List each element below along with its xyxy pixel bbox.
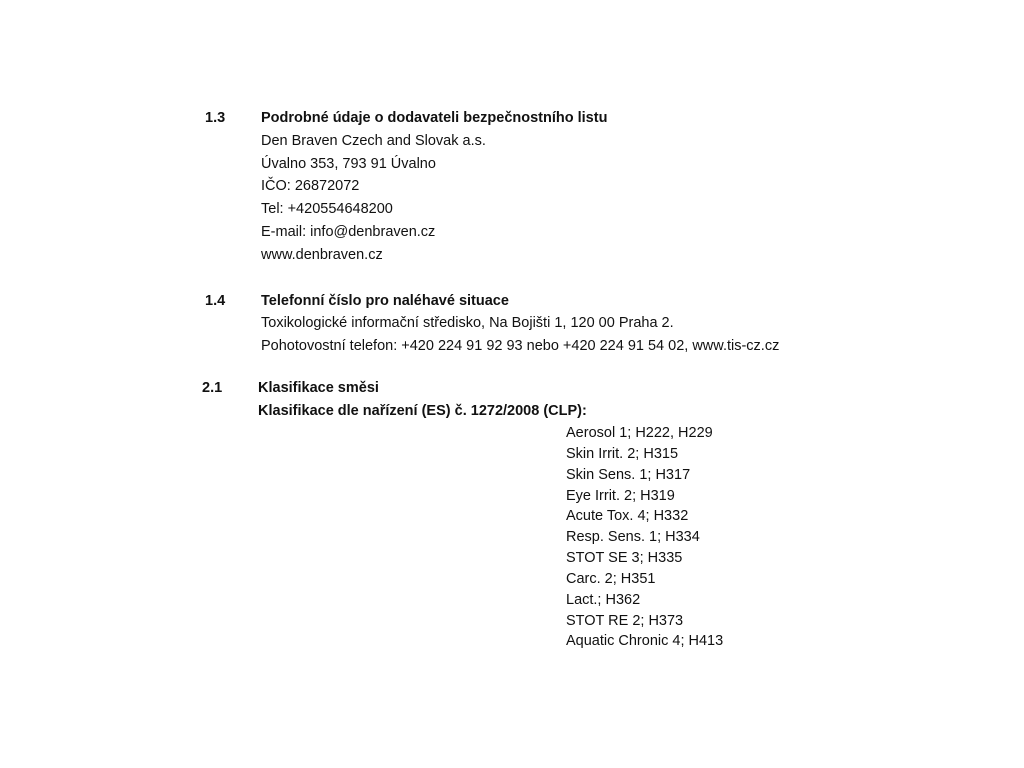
section-heading: Klasifikace směsi xyxy=(258,380,379,396)
classification-item: Aquatic Chronic 4; H413 xyxy=(566,633,724,649)
section-heading: Podrobné údaje o dodavateli bezpečnostního listu xyxy=(261,110,608,126)
section-number: 2.1 xyxy=(202,380,223,396)
classification-item: Resp. Sens. 1; H334 xyxy=(566,529,700,545)
classification-item: Eye Irrit. 2; H319 xyxy=(566,488,675,504)
section-subheading: Klasifikace dle nařízení (ES) č. 1272/2008 (CLP): xyxy=(258,403,587,419)
classification-item: Lact.; H362 xyxy=(566,592,641,608)
section-number: 1.4 xyxy=(205,293,226,309)
supplier-website: www.denbraven.cz xyxy=(261,247,383,263)
toxicology-center: Toxikologické informační středisko, Na Bojišti 1, 120 00 Praha 2. xyxy=(261,315,674,331)
classification-item: STOT SE 3; H335 xyxy=(566,550,683,566)
supplier-name: Den Braven Czech and Slovak a.s. xyxy=(261,133,486,149)
classification-item: Carc. 2; H351 xyxy=(566,571,656,587)
classification-item: Skin Sens. 1; H317 xyxy=(566,467,691,483)
classification-item: STOT RE 2; H373 xyxy=(566,613,684,629)
classification-item: Acute Tox. 4; H332 xyxy=(566,508,689,524)
supplier-ico: IČO: 26872072 xyxy=(261,178,360,194)
classification-item: Skin Irrit. 2; H315 xyxy=(566,446,679,462)
supplier-email: E-mail: info@denbraven.cz xyxy=(261,224,436,240)
emergency-phone: Pohotovostní telefon: +420 224 91 92 93 nebo +420 224 91 54 02, www.tis-cz.cz xyxy=(261,338,780,354)
section-heading: Telefonní číslo pro naléhavé situace xyxy=(261,293,509,309)
supplier-phone: Tel: +420554648200 xyxy=(261,201,393,217)
classification-item: Aerosol 1; H222, H229 xyxy=(566,425,713,441)
supplier-address: Úvalno 353, 793 91 Úvalno xyxy=(261,156,436,172)
section-number: 1.3 xyxy=(205,110,226,126)
